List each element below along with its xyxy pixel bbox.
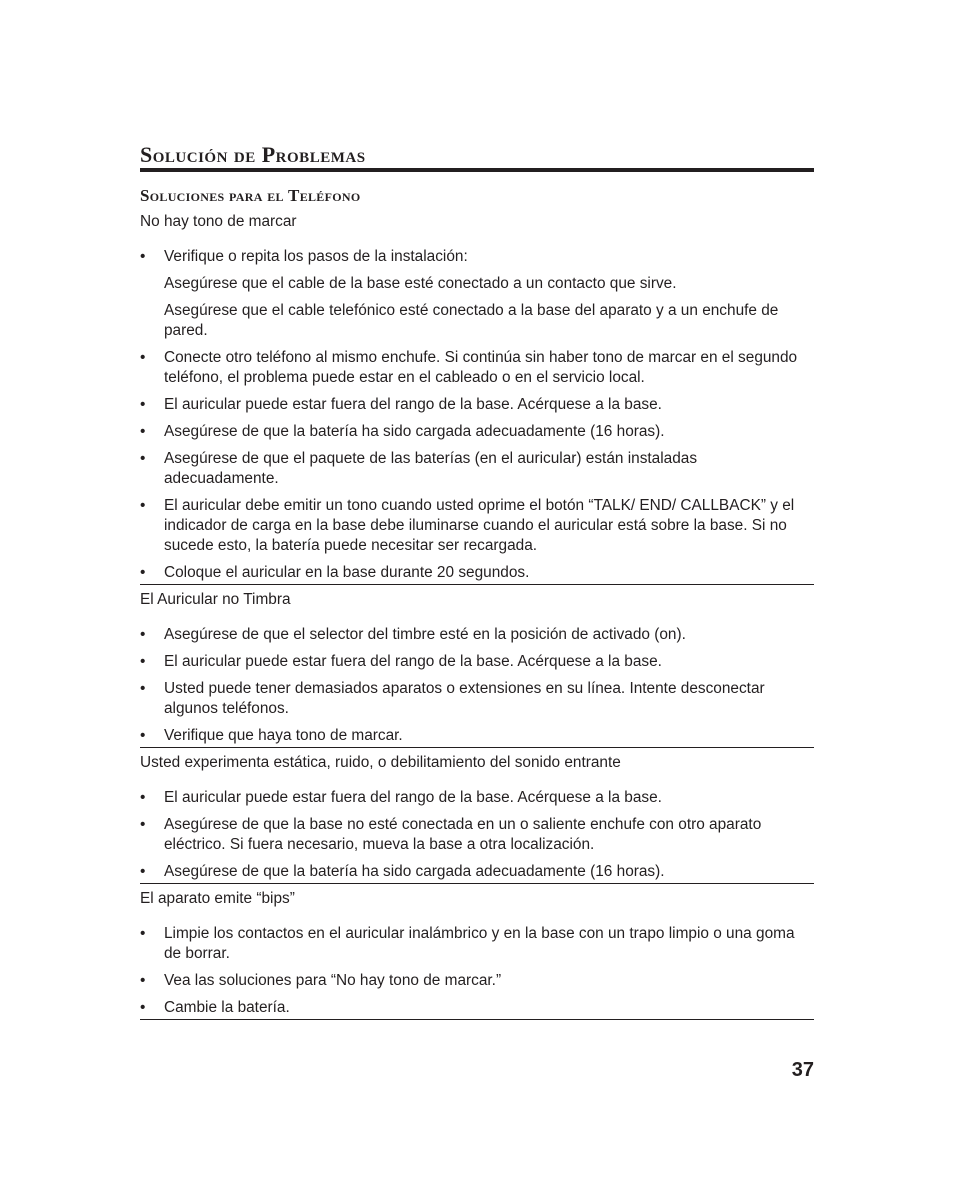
page-title: Solución de Problemas — [140, 142, 366, 167]
solution-text: El auricular debe emitir un tono cuando usted oprime el botón “TALK/ END/ CALLBACK” y el indicador de carga en la base debe iluminarse cuando el auricular está sobre la base. Si no sucede esto, la batería puede necesitar ser recargada. — [164, 497, 795, 554]
problem-heading: No hay tono de marcar — [140, 213, 297, 230]
solution-text: Verifique que haya tono de marcar. — [164, 727, 403, 744]
bullet-icon: • — [140, 816, 146, 833]
solution-item — [140, 652, 814, 672]
solution-text: Conecte otro teléfono al mismo enchufe. Si continúa sin haber tono de marcar en el segundo teléfono, el problema puede estar en el cableado o en el servicio local. — [164, 349, 798, 386]
solution-subitem: Asegúrese que el cable telefónico esté conectado a la base del aparato y a un enchufe de pared. — [164, 302, 779, 339]
problem-heading: El Auricular no Timbra — [140, 591, 291, 608]
bullet-icon: • — [140, 396, 146, 413]
section-divider — [140, 1019, 814, 1020]
solution-subitem: Asegúrese que el cable de la base esté conectado a un contacto que sirve. — [164, 275, 677, 292]
problem-section — [140, 212, 814, 585]
solution-text: Coloque el auricular en la base durante 20 segundos. — [164, 564, 530, 581]
problem-heading: Usted experimenta estática, ruido, o debilitamiento del sonido entrante — [140, 754, 621, 771]
solution-item — [140, 496, 814, 556]
solution-item — [140, 247, 814, 341]
bullet-icon: • — [140, 999, 146, 1016]
bullet-icon: • — [140, 653, 146, 670]
solution-list — [140, 788, 814, 882]
bullet-icon: • — [140, 972, 146, 989]
solution-item — [140, 726, 814, 746]
solution-list — [140, 625, 814, 746]
bullet-icon: • — [140, 497, 146, 514]
solution-item — [140, 679, 814, 719]
section-subtitle: Soluciones para el Teléfono — [140, 186, 361, 205]
bullet-icon: • — [140, 626, 146, 643]
bullet-icon: • — [140, 349, 146, 366]
solution-text: Asegúrese de que el paquete de las baterías (en el auricular) están instaladas adecuadamente. — [164, 450, 698, 487]
bullet-icon: • — [140, 863, 146, 880]
solution-list — [140, 924, 814, 1018]
solution-item — [140, 449, 814, 489]
bullet-icon: • — [140, 564, 146, 581]
solution-text: Asegúrese de que la base no esté conectada en un o saliente enchufe con otro aparato eléctrico. Si fuera necesario, mueva la base a otra localización. — [164, 816, 762, 853]
solution-text: El auricular puede estar fuera del rango de la base. Acérquese a la base. — [164, 396, 662, 413]
bullet-icon: • — [140, 680, 146, 697]
solution-item — [140, 924, 814, 964]
page-number: 37 — [791, 1059, 814, 1081]
troubleshooting-content — [140, 212, 814, 1020]
solution-text: El auricular puede estar fuera del rango de la base. Acérquese a la base. — [164, 653, 662, 670]
solution-item — [140, 625, 814, 645]
solution-item — [140, 788, 814, 808]
solution-item — [140, 395, 814, 415]
title-rule — [140, 168, 814, 172]
bullet-icon: • — [140, 450, 146, 467]
bullet-icon: • — [140, 925, 146, 942]
solution-text: Asegúrese de que la batería ha sido cargada adecuadamente (16 horas). — [164, 423, 665, 440]
bullet-icon: • — [140, 789, 146, 806]
solution-item — [140, 998, 814, 1018]
problem-section — [140, 585, 814, 748]
solution-item — [140, 422, 814, 442]
problem-heading: El aparato emite “bips” — [140, 890, 295, 907]
solution-text: Asegúrese de que el selector del timbre esté en la posición de activado (on). — [164, 626, 686, 643]
solution-text: Cambie la batería. — [164, 999, 290, 1016]
bullet-icon: • — [140, 727, 146, 744]
solution-text: Asegúrese de que la batería ha sido cargada adecuadamente (16 horas). — [164, 863, 665, 880]
solution-text: Usted puede tener demasiados aparatos o extensiones en su línea. Intente desconectar algunos teléfonos. — [164, 680, 765, 717]
solution-text: Verifique o repita los pasos de la instalación: — [164, 248, 468, 265]
bullet-icon: • — [140, 248, 146, 265]
problem-section — [140, 884, 814, 1020]
solution-item — [140, 815, 814, 855]
solution-text: Limpie los contactos en el auricular inalámbrico y en la base con un trapo limpio o una goma de borrar. — [164, 925, 795, 962]
bullet-icon: • — [140, 423, 146, 440]
problem-section — [140, 748, 814, 884]
solution-item — [140, 348, 814, 388]
solution-text: El auricular puede estar fuera del rango de la base. Acérquese a la base. — [164, 789, 662, 806]
solution-text: Vea las soluciones para “No hay tono de marcar.” — [164, 972, 502, 989]
solution-list — [140, 247, 814, 583]
solution-item — [140, 971, 814, 991]
solution-item — [140, 862, 814, 882]
solution-item — [140, 563, 814, 583]
